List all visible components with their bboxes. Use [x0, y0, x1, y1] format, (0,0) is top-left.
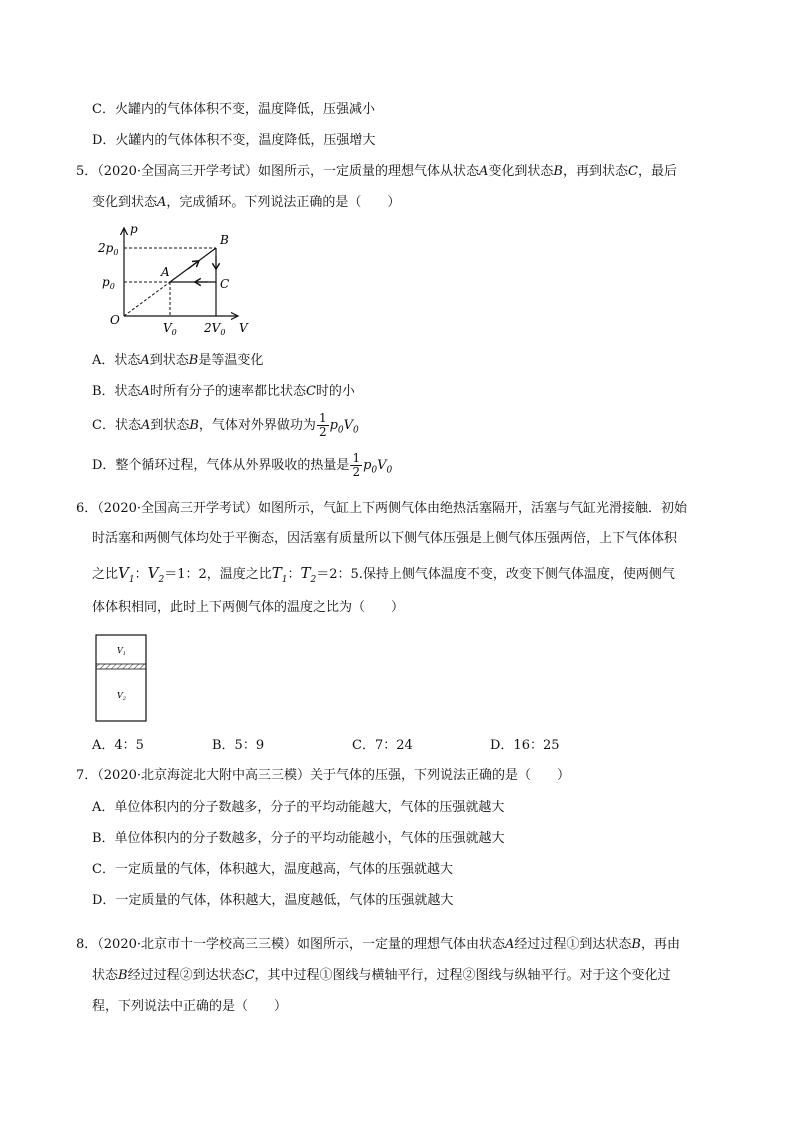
v1-symbol: $V_1$: [118, 564, 135, 585]
q8-number: 8．: [76, 937, 98, 952]
tick-2p0: $2p_0$: [98, 241, 119, 257]
fraction-one-half: $\frac{1}{2}$: [318, 411, 327, 439]
q7-stem-text: 关于气体的压强，下列说法正确的是（ ）: [310, 768, 571, 783]
p0-symbol: $p_0$: [363, 458, 378, 476]
q8-stem-line2: [92, 967, 671, 985]
arrow-a-to-b: [188, 262, 198, 270]
q5-option-c: [92, 412, 359, 445]
q7-option-d: D．一定质量的气体，体积越大，温度越低，气体的压强就越大: [92, 893, 454, 908]
q6-option-a: A．4：5: [92, 738, 144, 753]
q8-stem-line3: 程，下列说法中正确的是（ ）: [92, 999, 288, 1014]
q8-stem-text: ，再由: [640, 937, 680, 952]
t2-symbol: $T_2$: [300, 564, 317, 585]
q7-option-b: B．单位体积内的分子数越多，分子的平均动能越小，气体的压强就越大: [92, 831, 505, 846]
q6-stem-text: 之比: [92, 567, 119, 582]
v0-symbol: $V_0$: [377, 458, 393, 476]
t1-symbol: $T_1$: [271, 564, 288, 585]
q5-source: （2020·全国高三开学考试）: [97, 164, 258, 179]
point-b-label: B: [220, 233, 229, 247]
q5-stem-line1: [76, 163, 677, 181]
q5-stem-text: 如图所示，一定质量的理想气体从状态: [258, 164, 480, 179]
q5-stem-line2: [92, 194, 400, 212]
q8-stem-text: 如图所示，一定量的理想气体由状态: [297, 937, 506, 952]
tick-v0: $V_0$: [163, 321, 177, 337]
q7-source: （2020·北京海淀北大附中高三三模）: [97, 768, 310, 783]
q7-option-c: C．一定质量的气体，体积越大，温度越高，气体的压强就越大: [92, 862, 453, 877]
point-c-label: C: [220, 277, 230, 291]
q5-option-b: [92, 383, 355, 401]
q8-stem-text: 状态: [92, 968, 119, 983]
q5-option-a-text: A．状态: [92, 353, 141, 368]
q6-cylinder-figure: [95, 634, 149, 724]
q6-colon: ：: [134, 567, 148, 582]
q5-stem-text: 变化到状态: [92, 195, 158, 210]
piston: [96, 664, 146, 669]
q5-option-d-text: D．整个循环过程，气体从外界吸收的热量是: [92, 458, 350, 473]
q5-stem-text: ，最后: [637, 164, 677, 179]
q5-option-a-text: 到状态: [149, 353, 189, 368]
q5-state-a: A: [140, 418, 151, 433]
q5-stem-text: ，再到状态: [562, 164, 628, 179]
q8-state-b: B: [118, 968, 128, 983]
q5-option-d: [92, 452, 392, 485]
q5-option-c-text: 到状态: [150, 418, 190, 433]
q6-stem-text: ＝2：5.保持上侧气体温度不变，改变下侧气体温度，使两侧气: [316, 567, 675, 582]
q5-state-c: C: [628, 164, 638, 179]
q6-option-b: B．5：9: [212, 738, 265, 753]
q5-state-c: C: [305, 384, 316, 399]
q5-option-c-text: C．状态: [92, 418, 141, 433]
q8-state-a: A: [505, 937, 515, 952]
q5-state-a: A: [157, 195, 167, 210]
q8-stem-text: ，其中过程①图线与横轴平行，过程②图线与纵轴平行。对于这个变化过: [254, 968, 671, 983]
q7-number: 7．: [76, 768, 98, 783]
q5-state-a: A: [479, 164, 489, 179]
q6-stem-line4: 体体积相同，此时上下两侧气体的温度之比为（ ）: [92, 600, 405, 615]
tick-p0: $p_0$: [102, 275, 115, 291]
q7-stem: [76, 767, 570, 785]
q8-source: （2020·北京市十一学校高三三模）: [97, 937, 297, 952]
q4-option-d: D．火罐内的气体体积不变，温度降低，压强增大: [92, 133, 376, 148]
q5-option-a: [92, 352, 263, 370]
q5-state-a: A: [140, 384, 150, 399]
q6-option-d: D．16：25: [490, 738, 560, 753]
q5-state-b: B: [188, 353, 199, 368]
q5-option-b-text: 时的小: [315, 384, 355, 399]
tick-2v0: $2V_0$: [204, 321, 226, 337]
q6-stem-text: 如图所示，气缸上下两侧气体由绝热活塞隔开，活塞与气缸光滑接触．初始: [258, 501, 688, 516]
p-axis-label: p: [130, 222, 138, 236]
q6-option-c: C．7：24: [352, 738, 413, 753]
q5-option-b-text: B．状态: [92, 384, 141, 399]
origin-label: O: [110, 313, 120, 327]
q6-stem-line1: [76, 500, 687, 518]
q5-state-b: B: [553, 164, 563, 179]
q6-source: （2020·全国高三开学考试）: [97, 501, 258, 516]
q8-state-c: C: [244, 968, 255, 983]
q5-state-b: B: [189, 418, 199, 433]
p0-symbol: $p_0$: [329, 418, 344, 436]
cylinder-v2-label: $V_2$: [117, 691, 126, 702]
q4-option-c: C．火罐内的气体体积不变，温度降低，压强减小: [92, 102, 375, 117]
q5-state-a: A: [140, 353, 150, 368]
q5-option-a-text: 是等温变化: [198, 353, 264, 368]
q8-stem-line1: [76, 936, 680, 954]
q8-state-b: B: [631, 937, 641, 952]
q6-stem-line3: [92, 562, 675, 591]
q6-stem-text: ＝1：2，温度之比: [164, 567, 272, 582]
v-axis-label: V: [239, 321, 248, 335]
q7-option-a: A．单位体积内的分子数越多，分子的平均动能越大，气体的压强就越大: [92, 800, 505, 815]
q6-number: 6．: [76, 501, 98, 516]
q8-stem-text: 经过过程①到达状态: [514, 937, 632, 952]
q5-option-c-text: ，气体对外界做功为: [198, 418, 316, 433]
cylinder-v1-label: $V_1$: [117, 646, 126, 657]
v2-symbol: $V_2$: [147, 564, 165, 585]
fraction-one-half: $\frac{1}{2}$: [352, 451, 361, 479]
q5-stem-text: 变化到状态: [488, 164, 554, 179]
q5-pv-graph: [92, 222, 262, 340]
guide-origin-a: [124, 282, 170, 316]
q6-colon: ：: [287, 567, 301, 582]
q5-stem-text: ，完成循环。下列说法正确的是（ ）: [166, 195, 401, 210]
q6-stem-line2: 时活塞和两侧气体均处于平衡态，因活塞有质量所以下侧气体压强是上侧气体压强两倍，上下气体体积: [92, 531, 678, 546]
point-a-label: A: [161, 265, 170, 279]
q8-stem-text: 经过过程②到达状态: [127, 968, 245, 983]
q5-number: 5．: [76, 164, 98, 179]
v0-symbol: $V_0$: [343, 418, 359, 436]
q5-option-b-text: 时所有分子的速率都比状态: [149, 384, 306, 399]
